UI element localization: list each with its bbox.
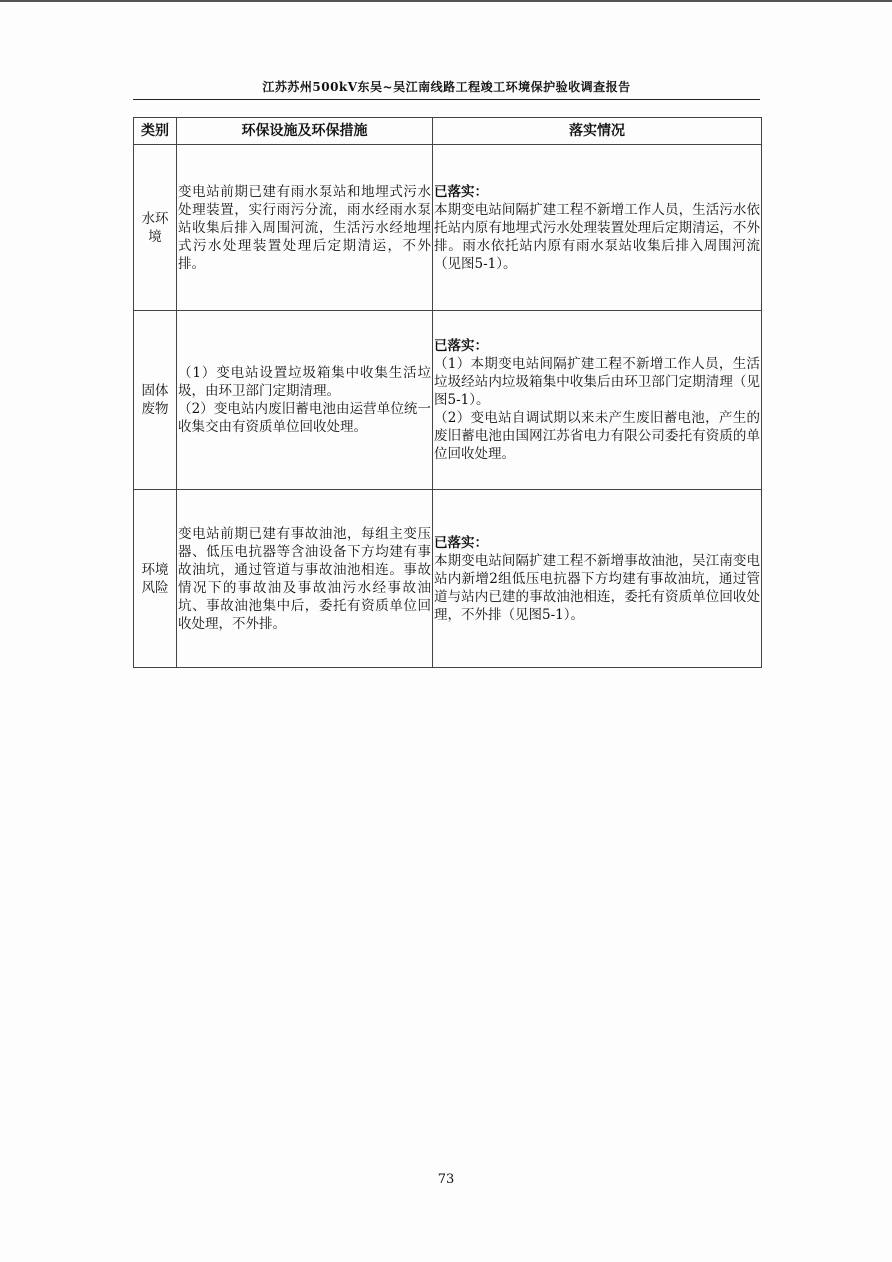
status-detail: （1）本期变电站间隔扩建工程不新增工作人员，生活垃圾经站内垃圾箱集中收集后由环卫部门定期清理（见图5-1）。 （2）变电站自调试期以来未产生废旧蓄电池，产生的废旧蓄电池由国网江苏省电力有限公司委托有资质的单位回收处理。 xyxy=(434,356,760,462)
status-label: 已落实： xyxy=(434,338,488,354)
category-cell: 固体废物 xyxy=(134,311,177,490)
table-row xyxy=(134,311,762,490)
category-cell: 水环境 xyxy=(134,145,177,311)
table-row xyxy=(134,145,762,311)
page-number: 73 xyxy=(437,1172,455,1187)
column-header-category: 类别 xyxy=(134,118,177,145)
status-detail: 本期变电站间隔扩建工程不新增工作人员，生活污水依托站内原有地埋式污水处理装置处理后定期清运，不外排。雨水依托站内原有雨水泵站收集后排入周围河流（见图5-1）。 xyxy=(434,201,760,272)
table-header-row xyxy=(134,118,762,145)
status-detail: 本期变电站间隔扩建工程不新增事故油池，吴江南变电站内新增2组低压电抗器下方均建有事故油坑，通过管道与站内已建的事故油池相连，委托有资质单位回收处理，不外排（见图5-1）。 xyxy=(434,552,760,623)
status-label: 已落实： xyxy=(434,534,488,551)
measures-table xyxy=(133,117,762,668)
status-cell xyxy=(433,145,762,311)
top-border-line xyxy=(0,0,892,2)
column-header-status: 落实情况 xyxy=(433,118,762,145)
status-cell xyxy=(433,490,762,668)
measure-cell: 变电站前期已建有雨水泵站和地埋式污水处理装置，实行雨污分流，雨水经雨水泵站收集后排入周围河流，生活污水经地埋式污水处理装置处理后定期清运，不外排。 xyxy=(177,145,433,311)
header-divider xyxy=(133,99,760,100)
page-header-title: 江苏苏州500kV东吴~吴江南线路工程竣工环境保护验收调查报告 xyxy=(262,80,631,94)
measure-cell: （1）变电站设置垃圾箱集中收集生活垃圾，由环卫部门定期清理。 （2）变电站内废旧蓄电池由运营单位统一收集交由有资质单位回收处理。 xyxy=(177,311,433,490)
status-cell xyxy=(433,311,762,490)
measure-cell: 变电站前期已建有事故油池，每组主变压器、低压电抗器等含油设备下方均建有事故油坑，通过管道与事故油池相连。事故情况下的事故油及事故油污水经事故油坑、事故油池集中后，委托有资质单位回收处理，不外排。 xyxy=(177,490,433,668)
column-header-measures: 环保设施及环保措施 xyxy=(177,118,433,145)
status-label: 已落实： xyxy=(434,183,488,200)
table-row xyxy=(134,490,762,668)
category-cell: 环境风险 xyxy=(134,490,177,668)
